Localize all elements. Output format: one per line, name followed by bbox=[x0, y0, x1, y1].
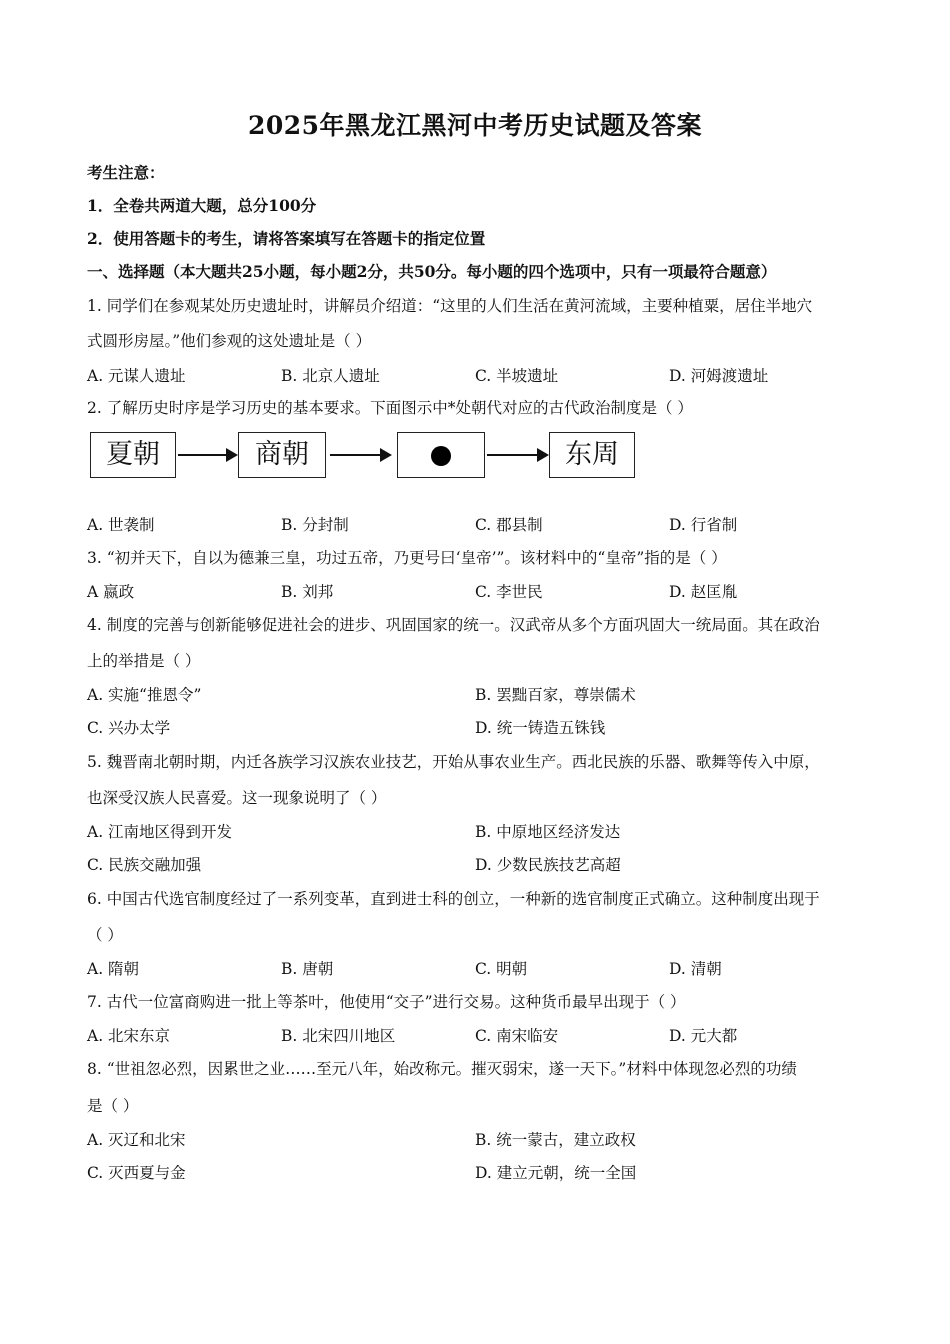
option-c[interactable]: C. 李世民 bbox=[475, 583, 543, 601]
section-heading: 一、选择题（本大题共25小题，每小题2分，共50分。每小题的四个选项中，只有一项最符合题意） bbox=[87, 262, 777, 281]
option-d[interactable]: D. 赵匡胤 bbox=[669, 583, 738, 601]
option-a[interactable]: A. 元谋人遗址 bbox=[87, 367, 186, 385]
question-7-text: 7. 古代一位富商购进一批上等茶叶，他使用“交子”进行交易。这种货币最早出现于（ ） bbox=[87, 993, 686, 1011]
notice-item: 1．全卷共两道大题，总分100分 bbox=[87, 196, 317, 215]
notice-item: 2．使用答题卡的考生，请将答案填写在答题卡的指定位置 bbox=[87, 229, 486, 248]
dynasty-sequence-diagram bbox=[90, 432, 640, 484]
question-4-text-cont: 上的举措是（ ） bbox=[87, 652, 201, 670]
question-3-text: 3. “初并天下，自以为德兼三皇，功过五帝，乃更号曰‘皇帝’”。该材料中的“皇帝”指的是（ ） bbox=[87, 549, 727, 567]
question-8-options-row1 bbox=[87, 1130, 867, 1150]
question-5-text-cont: 也深受汉族人民喜爱。这一现象说明了（ ） bbox=[87, 789, 387, 807]
option-d[interactable]: D. 行省制 bbox=[669, 516, 738, 534]
diagram-box-xia: 夏朝 bbox=[90, 432, 176, 478]
question-6-text: 6. 中国古代选官制度经过了一系列变革，直到进士科的创立，一种新的选官制度正式确立。这种制度出现于 bbox=[87, 890, 820, 908]
diagram-box-dongzhou: 东周 bbox=[549, 432, 635, 478]
option-b[interactable]: B. 中原地区经济发达 bbox=[475, 823, 621, 841]
question-6-text-cont: （ ） bbox=[87, 926, 123, 944]
option-a[interactable]: A. 江南地区得到开发 bbox=[87, 823, 233, 841]
option-c[interactable]: C. 兴办太学 bbox=[87, 719, 171, 737]
option-c[interactable]: C. 半坡遗址 bbox=[475, 367, 559, 385]
question-4-options-row1 bbox=[87, 685, 867, 705]
option-b[interactable]: B. 分封制 bbox=[281, 516, 349, 534]
question-5-options-row1 bbox=[87, 822, 867, 842]
question-5-options-row2 bbox=[87, 855, 867, 875]
option-d[interactable]: D. 清朝 bbox=[669, 960, 722, 978]
option-a[interactable]: A. 北宋东京 bbox=[87, 1027, 171, 1045]
option-c[interactable]: C. 灭西夏与金 bbox=[87, 1164, 186, 1182]
option-c[interactable]: C. 民族交融加强 bbox=[87, 856, 202, 874]
question-5-text: 5. 魏晋南北朝时期，内迁各族学习汉族农业技艺，开始从事农业生产。西北民族的乐器、歌舞等传入中原， bbox=[87, 753, 820, 771]
option-a[interactable]: A 嬴政 bbox=[87, 583, 135, 601]
question-6-options bbox=[87, 959, 867, 979]
option-a[interactable]: A. 实施“推恩令” bbox=[87, 686, 202, 704]
question-1-options bbox=[87, 366, 867, 386]
question-8-options-row2 bbox=[87, 1163, 867, 1183]
question-7-options bbox=[87, 1026, 867, 1046]
option-d[interactable]: D. 少数民族技艺高超 bbox=[475, 856, 621, 874]
question-4-options-row2 bbox=[87, 718, 867, 738]
option-b[interactable]: B. 刘邦 bbox=[281, 583, 334, 601]
page-title: 2025年黑龙江黑河中考历史试题及答案 bbox=[247, 111, 703, 140]
option-c[interactable]: C. 南宋临安 bbox=[475, 1027, 559, 1045]
option-b[interactable]: B. 唐朝 bbox=[281, 960, 334, 978]
option-b[interactable]: B. 罢黜百家，尊崇儒术 bbox=[475, 686, 636, 704]
option-b[interactable]: B. 北宋四川地区 bbox=[281, 1027, 396, 1045]
diagram-box-shang: 商朝 bbox=[238, 432, 326, 478]
option-a[interactable]: A. 世袭制 bbox=[87, 516, 155, 534]
question-8-text: 8. “世祖忽必烈，因累世之业……至元八年，始改称元。摧灭弱宋，遂一天下。”材料中体现忽必烈的功绩 bbox=[87, 1060, 797, 1078]
option-d[interactable]: D. 统一铸造五铢钱 bbox=[475, 719, 606, 737]
question-2-options bbox=[87, 515, 867, 535]
option-d[interactable]: D. 河姆渡遗址 bbox=[669, 367, 769, 385]
question-1-text: 1. 同学们在参观某处历史遗址时，讲解员介绍道：“这里的人们生活在黄河流域，主要种植粟，居住半地穴 bbox=[87, 297, 813, 315]
question-3-options bbox=[87, 582, 867, 602]
question-8-text-cont: 是（ ） bbox=[87, 1097, 139, 1115]
question-2-text: 2. 了解历史时序是学习历史的基本要求。下面图示中*处朝代对应的古代政治制度是（ ） bbox=[87, 399, 693, 417]
option-c[interactable]: C. 郡县制 bbox=[475, 516, 543, 534]
notice-heading: 考生注意： bbox=[87, 163, 165, 182]
question-1-text-cont: 式圆形房屋。”他们参观的这处遗址是（ ） bbox=[87, 332, 372, 350]
option-d[interactable]: D. 元大都 bbox=[669, 1027, 738, 1045]
option-c[interactable]: C. 明朝 bbox=[475, 960, 528, 978]
option-b[interactable]: B. 统一蒙古，建立政权 bbox=[475, 1131, 636, 1149]
diagram-box-unknown bbox=[397, 432, 485, 478]
arrow-icon bbox=[330, 454, 390, 456]
option-a[interactable]: A. 灭辽和北宋 bbox=[87, 1131, 186, 1149]
option-b[interactable]: B. 北京人遗址 bbox=[281, 367, 380, 385]
question-4-text: 4. 制度的完善与创新能够促进社会的进步、巩固国家的统一。汉武帝从多个方面巩固大一统局面。其在政治 bbox=[87, 616, 820, 634]
option-a[interactable]: A. 隋朝 bbox=[87, 960, 140, 978]
option-d[interactable]: D. 建立元朝，统一全国 bbox=[475, 1164, 637, 1182]
arrow-icon bbox=[487, 454, 547, 456]
dot-icon bbox=[431, 446, 451, 466]
arrow-icon bbox=[178, 454, 236, 456]
